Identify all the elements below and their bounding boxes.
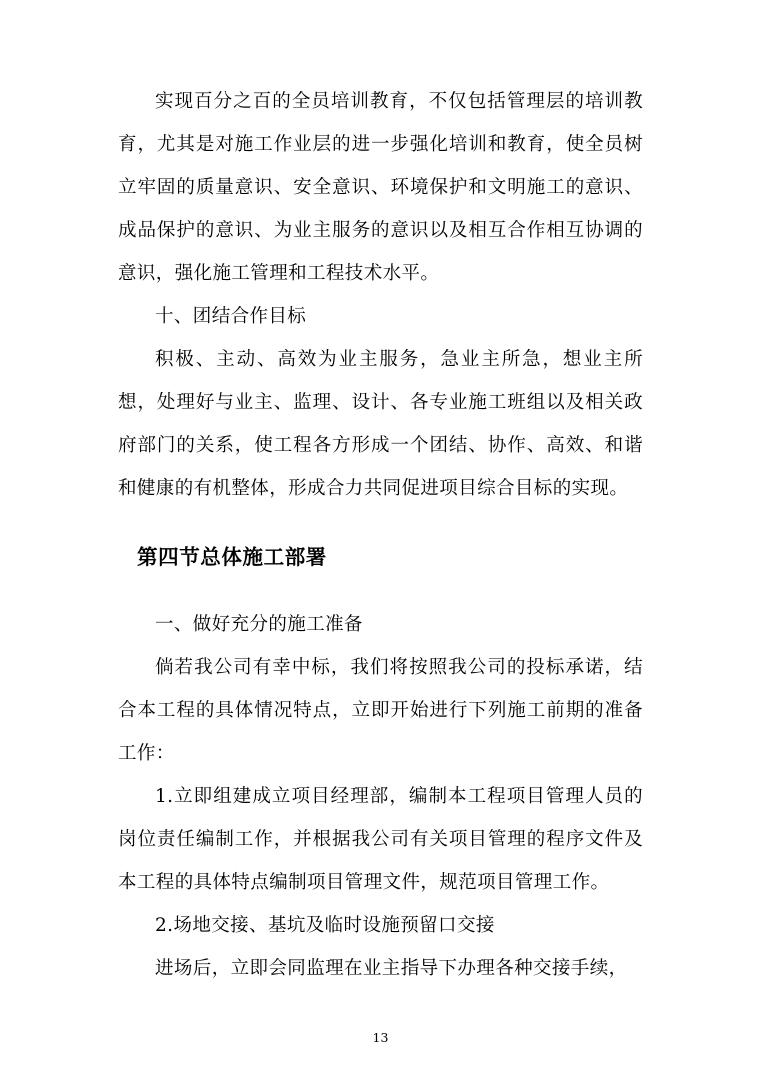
page-content bbox=[118, 80, 643, 990]
paragraph-cooperation-goal: 积极、主动、高效为业主服务，急业主所急，想业主所想，处理好与业主、监理、设计、各专业施工班组以及相关政府部门的关系，使工程各方形成一个团结、协作、高效、和谐和健康的有机整体，形成合力共同促进项目综合目标的实现。 bbox=[118, 349, 643, 499]
paragraph-bid-preparation: 倘若我公司有幸中标，我们将按照我公司的投标承诺，结合本工程的具体情况特点，立即开始进行下列施工前期的准备工作： bbox=[118, 657, 643, 764]
paragraph-training-goal: 实现百分之百的全员培训教育，不仅包括管理层的培训教育，尤其是对施工作业层的进一步强化培训和教育，使全员树立牢固的质量意识、安全意识、环境保护和文明施工的意识、成品保护的意识、为业主服务的意识以及相互合作相互协调的意识，强化施工管理和工程技术水平。 bbox=[118, 91, 643, 284]
paragraph-item-2: 2.场地交接、基坑及临时设施预留口交接 bbox=[155, 915, 495, 936]
paragraph-item-1: 1.立即组建成立项目经理部，编制本工程项目管理人员的岗位责任编制工作，并根据我公司有关项目管理的程序文件及本工程的具体特点编制项目管理文件，规范项目管理工作。 bbox=[118, 786, 643, 893]
section-heading-overall-deployment: 第四节总体施工部署 bbox=[137, 545, 327, 569]
page-number: 13 bbox=[372, 1030, 389, 1045]
paragraph-section-ten-title: 十、团结合作目标 bbox=[155, 306, 307, 327]
paragraph-site-handover: 进场后，立即会同监理在业主指导下办理各种交接手续， bbox=[155, 958, 628, 979]
paragraph-subsection-one-title: 一、做好充分的施工准备 bbox=[155, 614, 363, 635]
